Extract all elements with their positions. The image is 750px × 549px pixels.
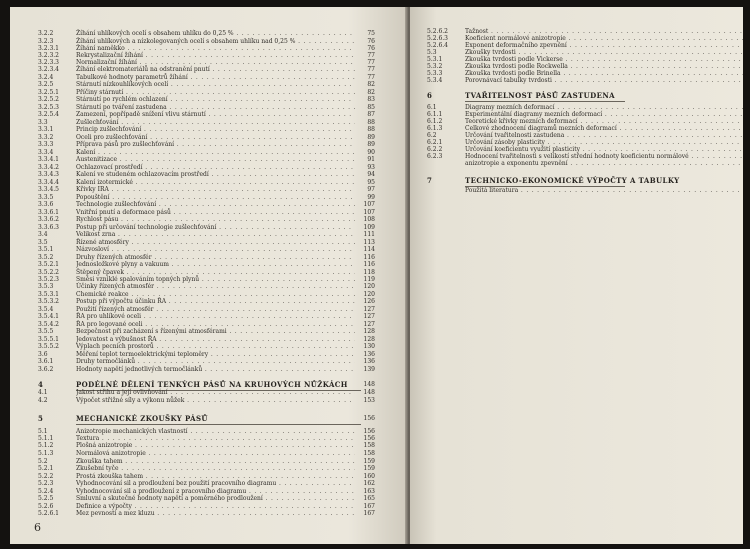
toc-page: 158 [363, 442, 375, 449]
toc-page: 167 [363, 510, 375, 517]
toc-chapter-row [427, 91, 743, 101]
toc-number: 3.2.4 [38, 74, 54, 81]
toc-title: Žíhání naměkko . . . [76, 44, 355, 54]
toc-page: 120 [363, 291, 375, 298]
toc-number: 7 [427, 176, 433, 185]
toc-number: 3.5.4.1 [38, 313, 59, 320]
toc-page: 87 [367, 111, 375, 118]
toc-page: 97 [367, 186, 375, 193]
toc-title: Zkušební tyče . . . [76, 464, 355, 474]
toc-title: PODÉLNÉ DĚLENÍ TENKÝCH PÁSŮ NA KRUHOVÝCH NŮŽKÁCH [76, 380, 348, 389]
toc-number: 5.2.4 [38, 488, 54, 495]
toc-title: Určování koeficientu využití plasticity . . . [465, 145, 743, 155]
toc-title: Jednosložkové plyny a vakuum . . . [76, 260, 355, 270]
toc-number: 3.5.2.3 [38, 276, 59, 283]
toc-number: 5.2.6 [38, 503, 54, 510]
toc-page: 136 [363, 358, 375, 365]
toc-title: Anizotropie mechanických vlastností . . . [76, 427, 355, 437]
toc-page: 127 [363, 321, 375, 328]
toc-page: 127 [363, 313, 375, 320]
toc-title: Rychlost pásu . . . [76, 215, 355, 225]
toc-page: 148 [363, 389, 375, 396]
toc-title: Plošná anizotropie . . . [76, 441, 355, 451]
toc-page: 107 [363, 201, 375, 208]
toc-page: 99 [367, 194, 375, 201]
toc-number: 5.3.2 [427, 63, 443, 70]
toc-title: Teoretické křivky mezních deformací . . . [465, 117, 743, 127]
toc-number: 5.3 [427, 49, 437, 56]
toc-page: 167 [363, 503, 375, 510]
toc-title: Žíhání uhlíkových a nízkolegovaných ocelí s obsahem uhlíku nad 0,25 % . . . [76, 37, 355, 47]
toc-page: 111 [363, 231, 375, 238]
toc-title: Druhy řízených atmosfér . . . [76, 253, 355, 263]
toc-title: MECHANICKÉ ZKOUŠKY PÁSŮ [76, 414, 208, 423]
toc-title: Diagramy mezních deformací . . . [465, 103, 743, 113]
toc-title: Smluvní a skutečné hodnoty napětí a poměrného prodloužení . . . [76, 494, 355, 504]
toc-number: 6.2 [427, 132, 437, 139]
toc-page: 163 [363, 488, 375, 495]
toc-number: 5.2.6.2 [427, 28, 448, 35]
chapter-rule [465, 101, 625, 102]
toc-number: 4 [38, 380, 44, 389]
toc-page: 153 [363, 397, 375, 404]
toc-number: 3.3.4 [38, 149, 54, 156]
toc-title: Ochlazovací prostředí . . . [76, 163, 355, 173]
toc-title: Hodnoty napětí jednotlivých termočlánků . . . [76, 365, 355, 375]
toc-title: Řízené atmosféry . . . [76, 238, 355, 248]
toc-page: 95 [367, 179, 375, 186]
toc-title: Názvosloví . . . [76, 245, 355, 255]
toc-page: 85 [367, 104, 375, 111]
toc-chapter-row [427, 176, 743, 186]
toc-page: 107 [363, 209, 375, 216]
toc-row [38, 509, 375, 519]
toc-page: 89 [367, 134, 375, 141]
toc-page: 120 [363, 283, 375, 290]
toc-page: 88 [367, 119, 375, 126]
toc-number: 3.6 [38, 351, 48, 358]
toc-page: 156 [363, 435, 375, 442]
toc-title: Normalizační žíhání . . . [76, 58, 355, 68]
toc-number: 3.2.3.3 [38, 59, 59, 66]
toc-number: 5.2.3 [38, 480, 54, 487]
toc-title: Celkové zhodnocení diagramů mezních deformací . . . [465, 124, 743, 134]
toc-title: Tabulkové hodnoty parametrů žíhání . . . [76, 73, 355, 83]
toc-page: 156 [363, 415, 375, 422]
toc-number: 3.3 [38, 119, 48, 126]
toc-title: ŘA pro uhlíkové oceli . . . [76, 312, 355, 322]
toc-number: 5 [38, 414, 44, 423]
toc-number: 3.5.3.2 [38, 298, 59, 305]
toc-chapter-row [38, 414, 375, 424]
toc-page: 126 [363, 298, 375, 305]
toc-number: 3.3.4.1 [38, 156, 59, 163]
toc-page: 90 [367, 149, 375, 156]
toc-number: 3.5.4 [38, 306, 54, 313]
toc-number: 3.3.4.3 [38, 171, 59, 178]
toc-title: Určování zásoby plasticity . . . [465, 138, 743, 148]
toc-title: Zušlechťování . . . [76, 118, 355, 128]
toc-page: 130 [363, 343, 375, 350]
toc-page: 83 [367, 96, 375, 103]
right-page [410, 7, 743, 544]
toc-title: Austenitizace . . . [76, 155, 355, 165]
toc-title: Koeficient normálové anizotropie . . . [465, 34, 743, 44]
toc-number: 3.2.2 [38, 30, 54, 37]
toc-title: Princip zušlechťování . . . [76, 125, 355, 135]
toc-row [427, 186, 743, 196]
toc-page: 76 [367, 45, 375, 52]
toc-number: 3.3.6 [38, 201, 54, 208]
toc-page: 128 [363, 328, 375, 335]
toc-number: 3.3.4.5 [38, 186, 59, 193]
toc-row [38, 396, 375, 406]
toc-page: 139 [363, 366, 375, 373]
toc-page: 109 [363, 224, 375, 231]
toc-title: Štěpený čpavek . . . [76, 268, 355, 278]
toc-title: Určování tvařitelnosti zastudena . . . [465, 131, 743, 141]
toc-title: Experimentální diagramy mezních deformací . . . [465, 110, 743, 120]
toc-number: 4.2 [38, 397, 48, 404]
toc-number: 5.1.1 [38, 435, 54, 442]
toc-page: 77 [367, 74, 375, 81]
toc-number: 5.2.5 [38, 495, 54, 502]
toc-number: 4.1 [38, 389, 48, 396]
toc-number: 5.3.1 [427, 56, 443, 63]
toc-title: Příprava pásů pro zušlechťování . . . [76, 140, 355, 150]
toc-title: Zkoušky tvrdosti . . . [465, 48, 743, 58]
toc-title: Žíhání uhlíkových ocelí s obsahem uhlíku do 0,25 % . . . [76, 29, 355, 39]
toc-title: ŘA pro legované oceli . . . [76, 320, 355, 330]
toc-title: Postup při výpočtu účinku ŘA . . . [76, 297, 355, 307]
toc-number: 3.3.3 [38, 141, 54, 148]
toc-title: Vyhodnocování sil a prodloužení bez použití pracovního diagramu . . . [76, 479, 355, 489]
toc-title: Vnitřní pnutí a deformace pásů . . . [76, 208, 355, 218]
toc-page: 136 [363, 351, 375, 358]
toc-number: 6.1.3 [427, 125, 443, 132]
toc-title: Zkouška tahem . . . [76, 457, 355, 467]
toc-number: 3.3.2 [38, 134, 54, 141]
toc-page: 75 [367, 30, 375, 37]
toc-title: Kalení . . . [76, 148, 355, 158]
toc-title: Výplach pecních prostorů . . . [76, 342, 355, 352]
toc-number: 5.3.4 [427, 77, 443, 84]
toc-number: 3.2.3 [38, 38, 54, 45]
toc-title: Jedovatost a výbušnost ŘA . . . [76, 335, 355, 345]
toc-number: 6.1 [427, 104, 437, 111]
toc-title: anizotropie a exponentu zpevnění . . . [465, 159, 743, 169]
toc-page: 89 [367, 141, 375, 148]
toc-title: Zkouška tvrdosti podle Rockwella . . . [465, 62, 743, 72]
toc-title: Použití řízených atmosfér . . . [76, 305, 355, 315]
toc-number: 3.2.5.2 [38, 96, 59, 103]
toc-number: 5.2.6.1 [38, 510, 59, 517]
toc-page: 76 [367, 38, 375, 45]
toc-title: Technologie zušlechťování . . . [76, 200, 355, 210]
left-page [10, 7, 408, 544]
toc-page: 77 [367, 52, 375, 59]
toc-title: Exponent deformačního zpevnění . . . [465, 41, 743, 51]
toc-number: 5.2.6.4 [427, 42, 448, 49]
toc-number: 3.3.6.3 [38, 224, 59, 231]
toc-page: 159 [363, 458, 375, 465]
toc-page: 128 [363, 336, 375, 343]
toc-number: 3.2.5 [38, 81, 54, 88]
toc-number: 3.5.2.2 [38, 269, 59, 276]
toc-title: Použitá literatura . . . [465, 186, 743, 196]
toc-title: Kalení ve studeném ochlazovacím prostředí . . . [76, 170, 355, 180]
toc-page: 82 [367, 81, 375, 88]
toc-title: Textura . . . [76, 434, 355, 444]
toc-title: Postup při určování technologie zušlechťování . . . [76, 223, 355, 233]
toc-number: 3.4 [38, 231, 48, 238]
toc-title: Vyhodnocování sil a prodloužení z pracovního diagramu . . . [76, 487, 355, 497]
toc-title: Rekrystalizační žíhání . . . [76, 51, 355, 61]
toc-number: 3.2.3.1 [38, 45, 59, 52]
toc-page: 93 [367, 164, 375, 171]
toc-page: 108 [363, 216, 375, 223]
toc-page: 160 [363, 473, 375, 480]
toc-number: 5.2.6.3 [427, 35, 448, 42]
toc-title: Tažnost . . . [465, 27, 743, 37]
toc-page: 116 [363, 261, 375, 268]
toc-title: TECHNICKO-EKONOMICKÉ VÝPOČTY A TABULKY [465, 176, 680, 185]
toc-title: TVAŘITELNOST PÁSŮ ZASTUDENA [465, 91, 616, 100]
toc-number: 3.3.6.1 [38, 209, 59, 216]
toc-number: 6.1.2 [427, 118, 443, 125]
toc-title: Žíhání elektromateriálů na odstranění pnutí . . . [76, 65, 355, 75]
toc-title: Normálová anizotropie . . . [76, 449, 355, 459]
toc-title: Stárnutí po tváření zastudena . . . [76, 103, 355, 113]
toc-page: 148 [363, 381, 375, 388]
toc-number: 3.5 [38, 239, 48, 246]
toc-title: Stárnutí nízkouhlíkových ocelí . . . [76, 80, 355, 90]
toc-page: 116 [363, 254, 375, 261]
toc-title: Porovnávací tabulky tvrdosti . . . [465, 76, 743, 86]
toc-page: 77 [367, 66, 375, 73]
toc-title: Oceli pro zušlechťování . . . [76, 133, 355, 143]
toc-page: 127 [363, 306, 375, 313]
toc-number: 6.2.1 [427, 139, 443, 146]
toc-page: 118 [363, 269, 375, 276]
toc-row [427, 76, 743, 86]
toc-page: 159 [363, 465, 375, 472]
toc-number: 5.1 [38, 428, 48, 435]
toc-page: 156 [363, 428, 375, 435]
toc-page: 158 [363, 450, 375, 457]
toc-number: 3.6.1 [38, 358, 54, 365]
toc-number: 5.2 [38, 458, 48, 465]
toc-number: 5.2.1 [38, 465, 54, 472]
toc-title: Definice a výpočty . . . [76, 502, 355, 512]
toc-title: Měření teplot termoelektrickými teploměry . . . [76, 350, 355, 360]
toc-number: 5.2.2 [38, 473, 54, 480]
toc-page: 91 [367, 156, 375, 163]
toc-row [427, 159, 743, 169]
toc-number: 6.1.1 [427, 111, 443, 118]
toc-page: 119 [363, 276, 375, 283]
toc-page: 114 [363, 246, 375, 253]
toc-number: 3.6.2 [38, 366, 54, 373]
toc-title: Chemické reakce . . . [76, 290, 355, 300]
toc-page: 88 [367, 126, 375, 133]
toc-page: 77 [367, 59, 375, 66]
toc-title: Zkouška tvrdosti podle Vickerse . . . [465, 55, 743, 65]
toc-page: 82 [367, 89, 375, 96]
toc-number: 5.1.2 [38, 442, 54, 449]
toc-number: 3.2.3.2 [38, 52, 59, 59]
toc-page: 113 [363, 239, 375, 246]
toc-number: 3.5.3.1 [38, 291, 59, 298]
toc-number: 3.3.1 [38, 126, 54, 133]
toc-number: 3.5.2 [38, 254, 54, 261]
toc-number: 5.3.3 [427, 70, 443, 77]
toc-page: 94 [367, 171, 375, 178]
toc-number: 3.5.5 [38, 328, 54, 335]
toc-number: 3.2.5.3 [38, 104, 59, 111]
toc-number: 6.2.3 [427, 153, 443, 160]
toc-title: Stárnutí po rychlém ochlazení . . . [76, 95, 355, 105]
toc-number: 3.5.2.1 [38, 261, 59, 268]
toc-title: Bezpečnost při zacházení s řízenými atmosférami . . . [76, 327, 355, 337]
toc-page: 162 [363, 480, 375, 487]
toc-row [38, 365, 375, 375]
toc-title: Kalení izotermické . . . [76, 178, 355, 188]
toc-title: Hodnocení tvařitelnosti s velikostí střední hodnoty koeficientu normálové . . . [465, 152, 743, 162]
toc-title: Popouštění . . . [76, 193, 355, 203]
page-number: 6 [34, 521, 41, 534]
toc-title: Druhy termočlánků . . . [76, 357, 355, 367]
toc-title: Jakost střihu a její ovlivňování . . . [76, 388, 355, 398]
toc-number: 3.3.4.4 [38, 179, 59, 186]
chapter-rule [76, 424, 361, 425]
toc-title: Výpočet střižné síly a výkonu nůžek . . . [76, 396, 355, 406]
toc-title: Směsi vzniklé spalováním topných plynů . . . [76, 275, 355, 285]
toc-number: 3.5.5.2 [38, 343, 59, 350]
toc-number: 5.1.3 [38, 450, 54, 457]
toc-number: 6.2.2 [427, 146, 443, 153]
toc-number: 3.2.3.4 [38, 66, 59, 73]
toc-number: 3.5.1 [38, 246, 54, 253]
toc-title: Křivky IRA . . . [76, 185, 355, 195]
toc-title: Prostá zkouška tahem . . . [76, 472, 355, 482]
toc-number: 3.2.5.4 [38, 111, 59, 118]
toc-number: 3.5.3 [38, 283, 54, 290]
toc-number: 3.5.5.1 [38, 336, 59, 343]
toc-page: 165 [363, 495, 375, 502]
toc-number: 3.3.4.2 [38, 164, 59, 171]
toc-title: Účinky řízených atmosfér . . . [76, 282, 355, 292]
toc-number: 3.2.5.1 [38, 89, 59, 96]
toc-number: 3.3.5 [38, 194, 54, 201]
toc-title: Zamezení, popřípadě snížení vlivu stárnutí . . . [76, 110, 355, 120]
toc-title: Zkouška tvrdosti podle Brinella . . . [465, 69, 743, 79]
toc-number: 3.5.4.2 [38, 321, 59, 328]
toc-title: Velikost zrna . . . [76, 230, 355, 240]
toc-number: 3.3.6.2 [38, 216, 59, 223]
toc-title: Příčiny stárnutí . . . [76, 88, 355, 98]
toc-title: Mez pevnosti a mez kluzu . . . [76, 509, 355, 519]
toc-number: 6 [427, 91, 433, 100]
